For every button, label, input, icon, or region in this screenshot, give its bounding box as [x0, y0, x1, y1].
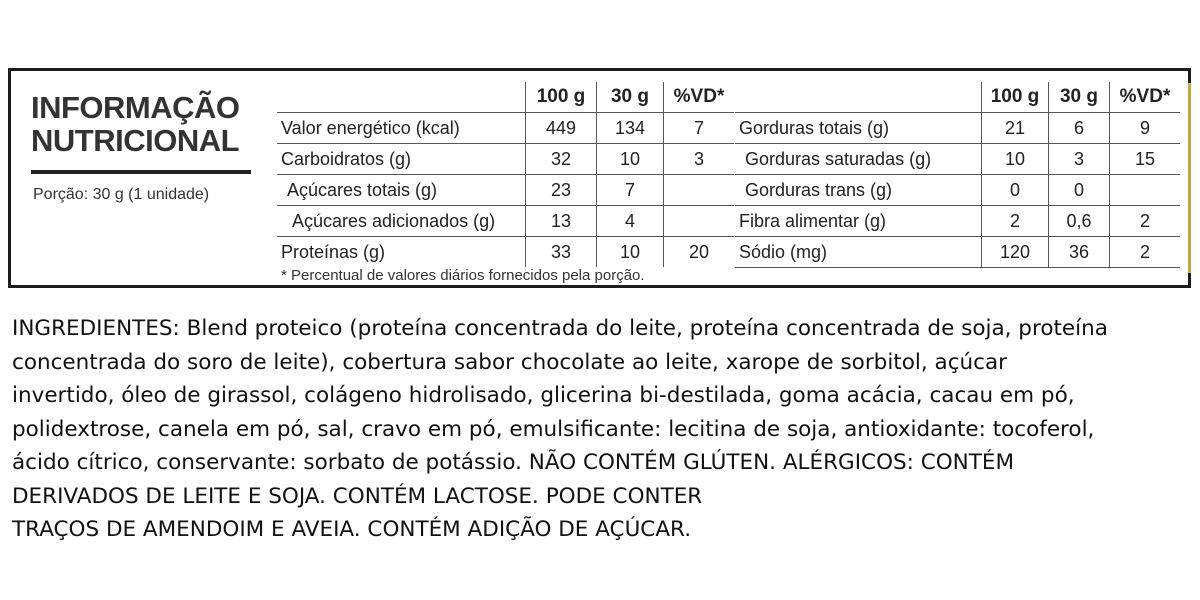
value-30g: 7 [597, 175, 664, 206]
title-underline [31, 170, 251, 174]
value-vd [664, 206, 735, 237]
value-100g: 21 [982, 113, 1049, 144]
value-100g: 23 [526, 175, 597, 206]
value-100g: 120 [982, 237, 1049, 268]
value-100g: 449 [526, 113, 597, 144]
header-100g: 100 g [982, 82, 1049, 113]
table-row [735, 206, 1180, 237]
nutrition-table-left [277, 82, 734, 267]
value-100g: 13 [526, 206, 597, 237]
header-vd: %VD* [1110, 82, 1181, 113]
value-vd: 20 [664, 237, 735, 268]
ingredients-line: concentrada do soro de leite), cobertura sabor chocolate ao leite, xarope de sorbitol, açúcar [12, 349, 1007, 375]
value-100g: 33 [526, 237, 597, 268]
ingredients-text [12, 312, 1182, 547]
nutrient-name: Sódio (mg) [735, 237, 982, 268]
value-30g: 0,6 [1049, 206, 1110, 237]
value-30g: 4 [597, 206, 664, 237]
value-vd [1110, 175, 1181, 206]
header-vd: %VD* [664, 82, 735, 113]
value-vd: 9 [1110, 113, 1181, 144]
value-30g: 3 [1049, 144, 1110, 175]
table-row [277, 175, 734, 206]
value-100g: 0 [982, 175, 1049, 206]
vd-footnote: * Percentual de valores diários fornecidos pela porção. [281, 267, 645, 284]
table-header-row [277, 82, 734, 113]
ingredients-line: INGREDIENTES: Blend proteico (proteína concentrada do leite, proteína concentrada de soja, proteína [12, 316, 1108, 341]
table-row [277, 144, 734, 175]
table-row [277, 113, 734, 144]
nutrient-name: Carboidratos (g) [277, 144, 526, 175]
header-blank [735, 82, 982, 113]
label-title [31, 91, 240, 157]
value-30g: 0 [1049, 175, 1110, 206]
table-row [735, 237, 1180, 268]
nutrient-name: Valor energético (kcal) [277, 113, 526, 144]
nutrient-name: Gorduras totais (g) [735, 113, 982, 144]
table-row [735, 144, 1180, 175]
value-vd: 2 [1110, 237, 1181, 268]
nutrient-name: Açúcares totais (g) [277, 175, 526, 206]
value-vd: 3 [664, 144, 735, 175]
table-row [277, 206, 734, 237]
value-vd: 2 [1110, 206, 1181, 237]
table-row [277, 237, 734, 268]
header-100g: 100 g [526, 82, 597, 113]
ingredients-line: DERIVADOS DE LEITE E SOJA. CONTÉM LACTOSE. PODE CONTER [12, 483, 703, 509]
value-100g: 2 [982, 206, 1049, 237]
portion-size: Porção: 30 g (1 unidade) [33, 186, 210, 203]
header-30g: 30 g [597, 82, 664, 113]
ingredients-line: TRAÇOS DE AMENDOIM E AVEIA. CONTÉM ADIÇÃO DE AÇÚCAR. [12, 517, 692, 542]
value-vd: 15 [1110, 144, 1181, 175]
value-30g: 134 [597, 113, 664, 144]
value-vd: 7 [664, 113, 735, 144]
title-line-1: INFORMAÇÃO [31, 90, 240, 125]
header-blank [277, 82, 526, 113]
ingredients-line: ácido cítrico, conservante: sorbato de potássio. NÃO CONTÉM GLÚTEN. ALÉRGICOS: CONTÉM [12, 450, 1015, 475]
value-30g: 36 [1049, 237, 1110, 268]
value-100g: 32 [526, 144, 597, 175]
nutrient-name: Proteínas (g) [281, 242, 386, 262]
ingredients-line: invertido, óleo de girassol, colágeno hidrolisado, glicerina bi-destilada, goma acácia, cacau em pó, [12, 383, 1075, 408]
nutrient-name: Fibra alimentar (g) [735, 206, 982, 237]
nutrient-name: Gorduras trans (g) [735, 175, 982, 206]
nutrition-facts-label [8, 68, 1191, 288]
table-row [735, 175, 1180, 206]
nutrient-name: Açúcares adicionados (g) [277, 206, 526, 237]
table-row [735, 113, 1180, 144]
value-vd [664, 175, 735, 206]
value-30g: 10 [597, 237, 664, 268]
nutrition-table-right [735, 82, 1180, 268]
title-line-2: NUTRICIONAL [31, 123, 240, 158]
value-30g: 6 [1049, 113, 1110, 144]
table-header-row [735, 82, 1180, 113]
value-30g: 10 [597, 144, 664, 175]
nutrient-name: Gorduras saturadas (g) [735, 144, 982, 175]
value-100g: 10 [982, 144, 1049, 175]
ingredients-line: polidextrose, canela em pó, sal, cravo em pó, emulsificante: lecitina de soja, antioxidante: tocoferol, [12, 416, 1095, 442]
header-30g: 30 g [1049, 82, 1110, 113]
